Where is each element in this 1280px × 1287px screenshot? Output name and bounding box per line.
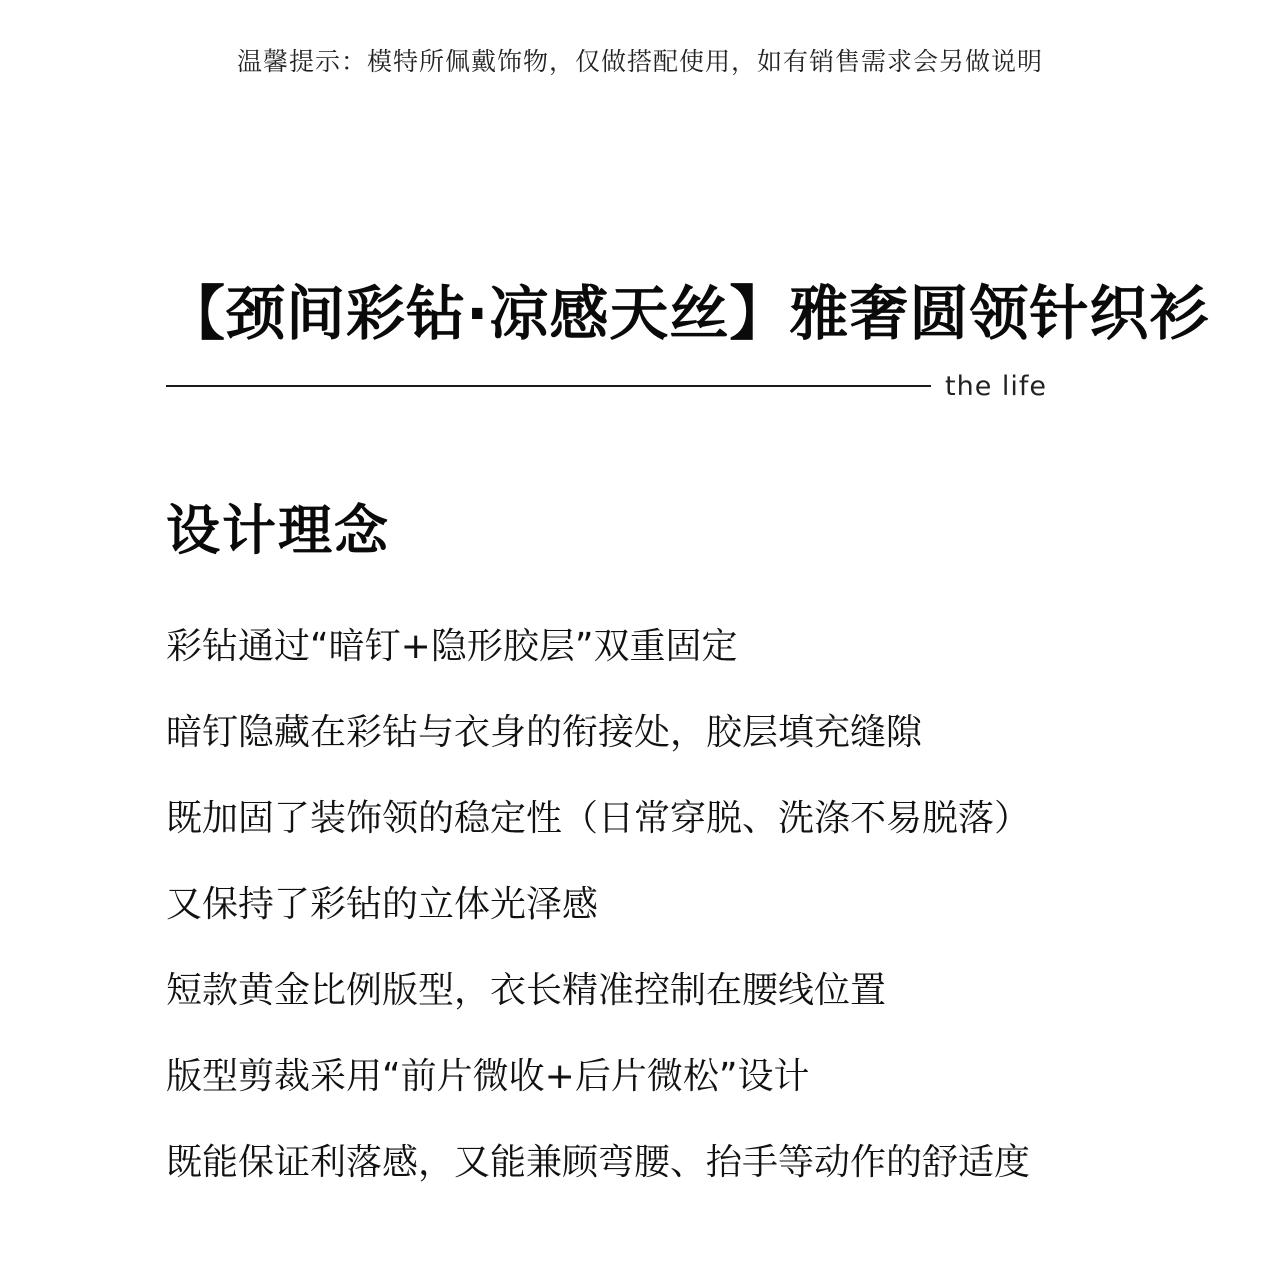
section-heading: 设计理念 bbox=[166, 499, 390, 562]
product-title: 【颈间彩钻·凉感天丝】雅奢圆领针织衫 bbox=[166, 279, 1210, 348]
description-line: 彩钻通过“暗钉+隐形胶层”双重固定 bbox=[166, 626, 738, 667]
description-line: 又保持了彩钻的立体光泽感 bbox=[166, 884, 599, 925]
notice-text: 温馨提示：模特所佩戴饰物，仅做搭配使用，如有销售需求会另做说明 bbox=[236, 47, 1043, 76]
description-line: 既加固了装饰领的稳定性（日常穿脱、洗涤不易脱落） bbox=[166, 798, 1031, 839]
divider-caption: the life bbox=[945, 371, 1048, 402]
description-line: 版型剪裁采用“前片微收+后片微松”设计 bbox=[166, 1056, 810, 1097]
title-divider bbox=[166, 385, 931, 387]
description-line: 既能保证利落感，又能兼顾弯腰、抬手等动作的舒适度 bbox=[166, 1142, 1031, 1183]
description-line: 短款黄金比例版型，衣长精准控制在腰线位置 bbox=[166, 970, 887, 1011]
description-line: 暗钉隐藏在彩钻与衣身的衔接处，胶层填充缝隙 bbox=[166, 712, 923, 753]
description-list bbox=[166, 620, 1246, 1222]
